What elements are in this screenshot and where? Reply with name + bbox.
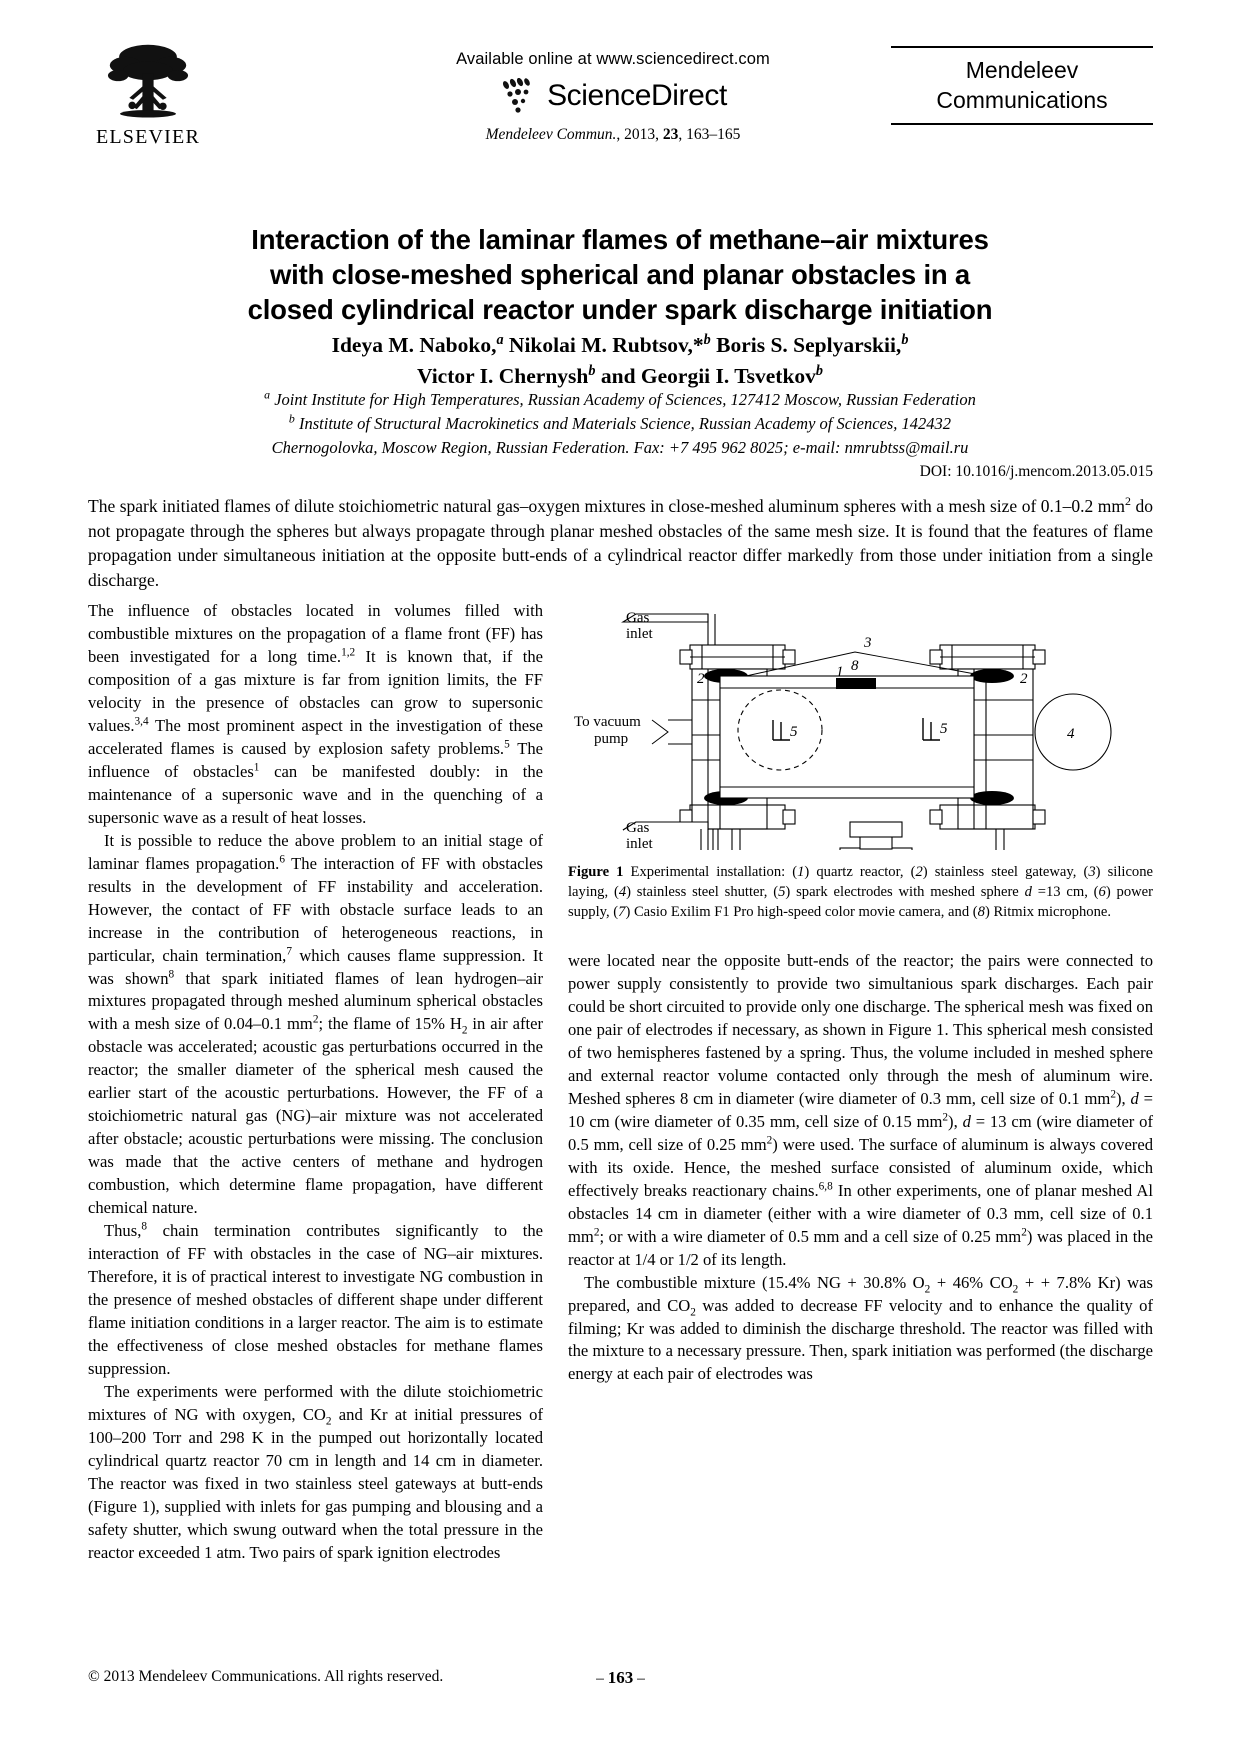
affil-marker-b2: b — [901, 331, 909, 348]
figure-label-gas-inlet-bottom-1: Gas — [626, 820, 650, 836]
sciencedirect-wordmark: ScienceDirect — [547, 79, 727, 112]
affil-marker-a1: a — [496, 331, 504, 348]
affil-marker-b3: b — [588, 362, 596, 379]
page-number: – 163 – — [596, 1668, 645, 1687]
copyright-text: © 2013 Mendeleev Communications. All rights reserved. — [88, 1668, 444, 1685]
journal-rule-bottom — [891, 123, 1153, 125]
figure-label-gas-inlet-top-2: inlet — [626, 626, 653, 642]
journal-title-block — [891, 46, 1153, 125]
affil-marker-b1: b — [703, 331, 711, 348]
figure-num-5-right: 5 — [940, 721, 948, 737]
body-paragraph: It is possible to reduce the above problem to an initial stage of laminar flames propagation.$^6$ The interaction of FF with obstacles results in the development of FF instability and acceleration. However, the contact of FF with obstacle surface leads to an increase in the contribution of heterogeneous reactions, in particular, chain termination,$^7$ which causes flame suppression. It was shown$^8$ that spark initiated flames of lean hydrogen–air mixtures propagated through meshed aluminum spherical obstacles with a mesh size of 0.04–0.1 $mm^2$; the flame of 15% $H_2$ in air after obstacle was accelerated; acoustic gas perturbations occurred in the reactor; the smaller diameter of the spherical mesh caused the earlier start of the acoustic perturbations. However, the FF of a stoichiometric natural gas (NG)–air mixture was not accelerated after obstacle; acoustic perturbations were missing. The conclusion was made that the active centers of methane and hydrogen combustion, which determine flame propagation, have different chemical nature. — [88, 830, 544, 1218]
author-tsvetkov: and Georgii I. Tsvetkov — [595, 363, 816, 388]
abstract-part-1: The spark initiated flames of dilute stoichiometric natural gas–oxygen mixtures in close-meshed aluminum spheres with a mesh size of 0.1–0.2 mm — [88, 496, 1126, 516]
affil-b-text-1: Institute of Structural Macrokinetics and Materials Science, Russian Academy of Sciences, 142432 — [294, 413, 952, 433]
figure-num-1: 1 — [836, 664, 844, 680]
affiliation-a — [150, 388, 1090, 412]
title-line-3: closed cylindrical reactor under spark discharge initiation — [247, 294, 993, 326]
author-line-1 — [150, 330, 1090, 361]
body-column-right — [568, 950, 1153, 1386]
figure-num-2-right: 2 — [1020, 671, 1028, 687]
author-naboko: Ideya M. Naboko, — [331, 333, 497, 357]
journal-citation — [378, 126, 848, 144]
title-line-2: with close-meshed spherical and planar obstacles in a — [269, 259, 971, 291]
sciencedirect-block — [378, 50, 848, 144]
affil-marker-b4: b — [815, 362, 823, 379]
page-number-value: 163 — [607, 1668, 634, 1687]
body-paragraph: were located near the opposite butt-ends of the reactor; the pairs were connected to power supply consistently to provide two simultanious spark discharges. Each pair could be short circuited to provide only one discharge. The spherical mesh was fixed on one pair of electrodes if necessary, as shown in Figure 1. This spherical mesh consisted of two hemispheres fastened by a spring. Thus, the volume included in meshed sphere and external reactor volume contacted only through the mesh of aluminum wire. Meshed spheres 8 cm in diameter (wire diameter of 0.3 mm, cell size of 0.1 $mm^2$), d = 10 cm (wire diameter of 0.35 mm, cell size of 0.15 $mm^2$), d = 13 cm (wire diameter of 0.5 mm, cell size of 0.25 $mm^2$) were used. The surface of aluminum is always covered with its oxide. Hence, the meshed surface consisted of aluminum oxide, which effectively breaks reactionary chains.$^{6,8}$ In other experiments, one of planar meshed Al obstacles 14 cm in diameter (either with a wire diameter of 0.3 mm, cell size of 0.1 $mm^2$; or with a wire diameter of 0.5 mm and a cell size of 0.25 $mm^2$) was placed in the reactor at 1/4 or 1/2 of its length. — [568, 951, 1153, 1269]
author-list — [150, 330, 1090, 391]
figure-label-vacuum-2: pump — [594, 731, 629, 747]
figure-num-3: 3 — [864, 635, 872, 651]
body-paragraph: The experiments were performed with the dilute stoichiometric mixtures of NG with oxygen, $CO_2$ and Kr at initial pressures of 100–200 Torr and 298 K in the pumped out horizontally located cylindrical quartz reactor 70 cm in length and 14 cm in diameter. The reactor was fixed in two stainless steel gateways at butt-ends (Figure 1), supplied with inlets for gas pumping and blousing and a safety shutter, which swung outward when the total pressure in the reactor exceeded 1 atm. Two pairs of spark ignition electrodes — [88, 1381, 543, 1562]
masthead — [88, 42, 1153, 170]
author-rubtsov: Nikolai M. Rubtsov,* — [503, 333, 704, 357]
body-paragraph: The combustible mixture (15.4% NG + 30.8% $O_2 + 46\%$ $CO_2$ + + 7.8% Kr) was prepared, and $CO_2$ was added to decrease FF velocity and to enhance the quality of filming; Kr was added to diminish the discharge threshold. The reactor was filled with the mixture to a necessary pressure. Then, spark initiation was performed (the discharge energy at each pair of electrodes was — [568, 1272, 1154, 1384]
affil-a-text: Joint Institute for High Temperatures, Russian Academy of Sciences, 127412 Moscow, Russian Federation — [270, 390, 976, 409]
elsevier-wordmark: ELSEVIER — [95, 126, 201, 148]
figure-num-5-left: 5 — [790, 724, 798, 740]
sciencedirect-dots-icon — [499, 78, 545, 114]
doi-text: DOI: 10.1016/j.mencom.2013.05.015 — [919, 463, 1153, 480]
affil-b-marker: b — [288, 411, 295, 426]
journal-title-line1: Mendeleev — [965, 57, 1079, 83]
abstract-sup-1: 2 — [1125, 494, 1131, 509]
abstract-part-2: do not propagate through the spheres but always propagate through planar meshed obstacles of the same mesh size. It is found that the features of flame propagation under simultaneous initiation at the opposite butt-ends of a cylindrical reactor differ markedly from those under initiation from a single discharge. — [88, 496, 1154, 590]
title-line-1: Interaction of the laminar flames of methane–air mixtures — [251, 224, 989, 255]
abstract — [88, 494, 1153, 592]
figure-1-diagram — [568, 600, 1153, 850]
figure-1-caption: Figure 1 Experimental installation: (1) quartz reactor, (2) stainless steel gateway, (3) silicone laying, (4) stainless steel shutter, (5) spark electrodes with meshed sphere d =13 cm, (6) power supply, (7) Casio Exilim F1 Pro high-speed color movie camera, and (8) Ritmix microphone. — [568, 864, 1153, 921]
figure-num-2-left: 2 — [697, 671, 705, 687]
journal-title-line2: Communications — [936, 87, 1108, 114]
figure-label-gas-inlet-bottom-2: inlet — [626, 836, 653, 850]
body-paragraph: Thus,$^8$ chain termination contributes significantly to the interaction of FF with obstacles in the case of NG–air mixtures. Therefore, it is of practical interest to investigate NG combustion in the presence of meshed obstacles of different shape under different flame initiation conditions in a larger reactor. The aim is to estimate the effectiveness of close meshed obstacles for methane flames suppression. — [88, 1220, 543, 1378]
figure-label-vacuum-1: To vacuum — [574, 714, 641, 730]
body-paragraph: The influence of obstacles located in volumes filled with combustible mixtures on the propagation of a flame front (FF) has been investigated for a long time.$^{1,2}$ It is known that, if the composition of a gas mixture is far from ignition limits, the FF velocity in the presence of obstacles can grow to supersonic values.$^{3,4}$ The most prominent aspect in the investigation of these accelerated flames is caused by explosion safety problems.$^5$ The influence of obstacles$^1$ can be manifested doubly: in the maintenance of a supersonic wave and in the quenching of a supersonic wave as a result of heat losses. — [88, 601, 544, 827]
figure-num-8: 8 — [851, 658, 859, 674]
affiliations — [150, 388, 1090, 460]
elsevier-logo — [88, 42, 208, 149]
citation-journal: Mendeleev Commun. — [485, 126, 617, 143]
citation-volume: 23 — [662, 126, 679, 143]
affiliation-b — [150, 412, 1090, 436]
author-seplyarskii: Boris S. Seplyarskii, — [710, 333, 902, 357]
affil-a-marker: a — [264, 387, 271, 402]
journal-title — [891, 48, 1153, 123]
figure-1 — [568, 600, 1153, 855]
author-line-2 — [150, 361, 1090, 392]
citation-pages: , 163–165 — [678, 126, 741, 143]
figure-caption-label: Figure 1 — [568, 864, 624, 880]
figure-label-gas-inlet-top-1: Gas — [626, 610, 650, 626]
article-title — [120, 222, 1120, 328]
elsevier-tree-icon — [101, 42, 195, 124]
body-column-left — [88, 600, 543, 1565]
author-chernysh: Victor I. Chernysh — [416, 363, 589, 388]
available-online-text: Available online at www.sciencedirect.com — [456, 50, 770, 68]
affiliation-b-line2: Chernogolovka, Moscow Region, Russian Federation. Fax: +7 495 962 8025; e-mail: nmrubtss@mail.ru — [271, 437, 969, 457]
citation-year: , 2013, — [616, 126, 663, 143]
figure-num-4: 4 — [1067, 726, 1075, 742]
